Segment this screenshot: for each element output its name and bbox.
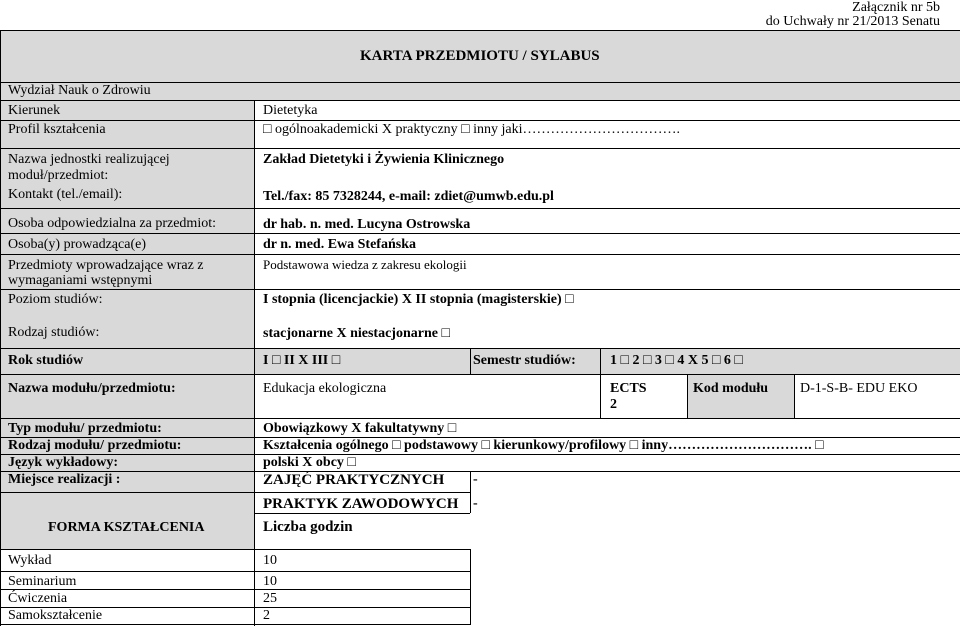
jednostka-label-2: moduł/przedmiot: [8, 168, 109, 183]
ects-value: 2 [610, 397, 617, 412]
typ-value: Obowiązkowy X fakultatywny □ [263, 421, 457, 436]
divider [0, 589, 470, 590]
divider [254, 492, 255, 626]
forma-item-hours: 10 [263, 553, 277, 568]
divider [254, 100, 255, 348]
divider [0, 571, 470, 572]
przedmioty-label-2: wymaganiami wstępnymi [8, 273, 153, 288]
divider [600, 374, 601, 418]
profil-value: □ ogólnoakademicki X praktyczny □ inny jaki……………………………. [263, 122, 681, 137]
miejsce-dash-1: - [473, 472, 478, 487]
divider [0, 254, 960, 255]
kontakt-value: Tel./fax: 85 7328244, e-mail: zdiet@umwb.edu.pl [263, 189, 554, 204]
rodzaj-modulu-value: Kształcenia ogólnego □ podstawowy □ kierunkowy/profilowy □ inny…………………………. □ [263, 438, 824, 453]
osoba-odp-value: dr hab. n. med. Lucyna Ostrowska [263, 217, 471, 232]
rodzaj-label: Rodzaj studiów: [8, 325, 100, 340]
divider [794, 374, 795, 418]
divider [254, 348, 255, 374]
forma-item-label: Ćwiczenia [8, 591, 68, 606]
rodzaj-value: stacjonarne X niestacjonarne □ [263, 326, 450, 341]
rodzaj-modulu-label: Rodzaj modułu/ przedmiotu: [8, 438, 182, 453]
divider [0, 208, 960, 209]
faculty-name: Wydział Nauk o Zdrowiu [8, 83, 151, 98]
semestr-label: Semestr studiów: [473, 353, 576, 368]
miejsce-label: Miejsce realizacji : [8, 472, 121, 487]
divider [0, 624, 470, 625]
resolution-label: do Uchwały nr 21/2013 Senatu [765, 14, 940, 29]
jednostka-value: Zakład Dietetyki i Żywienia Klinicznego [263, 152, 505, 167]
rok-value: I □ II X III □ [263, 353, 341, 368]
divider [254, 374, 255, 418]
semestr-value: 1 □ 2 □ 3 □ 4 X 5 □ 6 □ [610, 353, 743, 368]
miejsce-value-2: PRAKTYK ZAWODOWYCH [263, 496, 459, 512]
kierunek-value: Dietetyka [263, 103, 318, 118]
jednostka-label: Nazwa jednostki realizującej [8, 152, 170, 167]
divider [470, 492, 471, 513]
attachment-label: Załącznik nr 5b [852, 0, 940, 15]
divider [0, 148, 960, 149]
kod-value: D-1-S-B- EDU EKO [800, 381, 918, 396]
kod-label: Kod modułu [693, 381, 769, 396]
profil-label: Profil kształcenia [8, 122, 106, 137]
forma-item-hours: 25 [263, 591, 277, 606]
rok-label: Rok studiów [8, 353, 84, 368]
jezyk-label: Język wykładowy: [8, 455, 119, 470]
osoba-prow-value: dr n. med. Ewa Stefańska [263, 237, 416, 252]
divider [0, 289, 960, 290]
osoba-odp-label: Osoba odpowiedzialna za przedmiot: [8, 216, 216, 231]
przedmioty-value: Podstawowa wiedza z zakresu ekologii [263, 257, 467, 272]
divider [254, 513, 470, 514]
divider [254, 418, 255, 492]
przedmioty-label: Przedmioty wprowadzające wraz z [8, 258, 204, 273]
divider [0, 471, 960, 472]
typ-label: Typ modułu/ przedmiotu: [8, 421, 162, 436]
kontakt-label: Kontakt (tel./email): [8, 187, 123, 202]
divider [0, 549, 470, 550]
osoba-prow-label: Osoba(y) prowadząca(e) [8, 237, 146, 252]
forma-item-label: Samokształcenie [8, 608, 103, 623]
divider [687, 374, 688, 418]
divider [0, 233, 960, 234]
forma-item-hours: 2 [263, 608, 270, 623]
modul-value: Edukacja ekologiczna [263, 381, 387, 396]
divider [600, 348, 601, 374]
ects-label: ECTS [610, 381, 647, 396]
poziom-value: I stopnia (licencjackie) X II stopnia (magisterskie) □ [263, 292, 574, 307]
forma-col-label: FORMA KSZTAŁCENIA [48, 520, 205, 535]
forma-item-label: Seminarium [8, 574, 77, 589]
jezyk-value: polski X obcy □ [263, 455, 356, 470]
forma-item-label: Wykład [8, 553, 52, 568]
modul-label: Nazwa modułu/przedmiotu: [8, 381, 176, 396]
miejsce-dash-2: - [473, 496, 478, 511]
divider [470, 471, 471, 492]
hours-label: Liczba godzin [263, 519, 353, 535]
divider [470, 549, 471, 625]
divider [0, 120, 960, 121]
poziom-label: Poziom studiów: [8, 292, 103, 307]
page-title: KARTA PRZEDMIOTU / SYLABUS [360, 48, 600, 64]
forma-item-hours: 10 [263, 574, 277, 589]
divider [470, 348, 471, 374]
kierunek-label: Kierunek [8, 103, 61, 118]
divider [0, 454, 960, 455]
miejsce-value-1: ZAJĘĆ PRAKTYCZNYCH [263, 472, 445, 488]
